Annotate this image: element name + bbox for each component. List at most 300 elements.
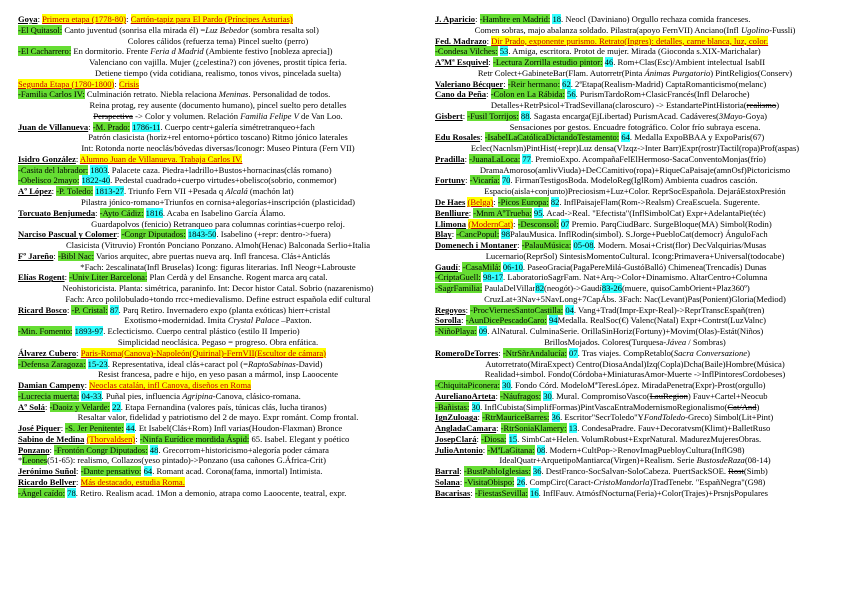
text-run: . Mural. CompromisoVasco( [551,390,650,401]
text-run: Exotismo+modernidad. Imita [124,315,228,326]
text-run: FondToledo [643,412,686,423]
text-line [18,391,418,402]
text-run: . PurismTardoRom+ClasicFrancés(Infl Delaroche) [575,89,750,100]
text-run: -Goya) [742,110,768,121]
text-run: Fortuny [435,175,466,186]
text-run: . InflFauv. AtmósfNocturna(Feria)+Color(Trajes)+PrsnjsPopulares [538,487,768,498]
text-run: : [486,35,492,46]
text-line [435,79,835,90]
text-run: -Mnm AºTrueba: [473,207,532,218]
text-run: Neohistoricista. Planta: simétrica, paraninfo. Int: Decor histor Catal. Sobrio (nazarenismo) [62,283,374,294]
text-run: Meninas [218,89,249,100]
text-run: . Palacete caza. Piedra+ladrillo+Bustos+hornacinas(clás romano) [107,164,332,175]
text-run: -Ángel caído: [18,487,66,498]
text-line [18,14,418,25]
text-line [435,283,835,294]
text-line [435,434,835,445]
text-run: 65. Isabel. Elegant y poético [249,433,350,444]
text-run: -Fussli) [769,24,796,35]
text-run: : [116,229,122,240]
text-run: / Sombras) [686,336,726,347]
text-run: Gaudí [435,261,458,272]
text-line [18,68,418,79]
text-run: : [461,315,466,326]
text-line [435,219,835,230]
text-line [18,100,418,111]
text-line [18,369,418,380]
text-run: -PalauMúsica: [521,240,572,251]
text-run: 56 [567,89,576,100]
text-run: . Pedestal cuadrado+cuerpo virtudes+obelisco(sobrio, conmemor) [110,175,337,186]
text-run: -CancPopul: [456,229,500,240]
text-run: Gisbert [435,110,463,121]
text-run: . Acad->Real. "Efectista"(InflSimbolCat) Expr+AdelantaPie(téc) [542,207,766,218]
text-run: Valenciano con vajilla. Mujer (¿celestina?) con jóvenes, prostit típica feria. [89,57,347,68]
text-run: Eclec(Nacnlsm)PintHist(+repr)Luz densa(Vlzqz->Inter Barr)Expr(rostr)Tactil(ropa)Prof(aspas) [470,143,800,154]
text-line [435,143,835,154]
text-line [435,445,835,456]
text-line [435,466,835,477]
text-run: : [513,218,518,229]
text-run: Pradilla [435,153,465,164]
text-run: Benlliure [435,207,469,218]
text-run: 53 [499,46,509,57]
text-run: : [493,197,498,208]
text-line [18,165,418,176]
text-run: -Reir hermano: [507,78,560,89]
text-run: ) PintReligios(Conserv) [710,67,793,78]
text-run: Retr Colect+GabineteBar(Flam. Autorretr(Pinta [477,67,645,78]
text-run: Alumno Juan de Villanueva. Trabaja Carlos IV. [79,153,243,164]
text-run: Segunda Etapa (1780-1800) [18,78,115,89]
right-column [435,14,835,498]
text-run: Familia Felipe V [240,110,299,121]
text-line [435,380,835,391]
text-run: Paris-Roma(Canova)-Napoleón(Quirinal)-FernVII(Escultor de cámara) [80,347,327,358]
text-run: : [135,433,140,444]
text-run: -Colon en La Rábida: [490,89,565,100]
text-run: 78 [67,487,76,498]
text-run: 22 [112,401,121,412]
text-run: 18 [552,14,562,24]
text-run: 30 [502,380,511,391]
text-line [435,272,835,283]
text-run: . Modern+CultPop->RenovImagPuebloyCultura(InflG98) [545,444,745,455]
text-run: -Min. Fomento: [18,326,73,337]
text-run: -NtrSñrAndalucía: [502,347,567,358]
text-run: AngladaCamara [435,423,497,434]
text-run: : [76,476,81,487]
text-run: Premio. ParqCiudBarc. SurgeBloque(MA) Simbol(Rodin) [569,218,772,229]
text-run: 08 [536,444,546,455]
text-run: IgnZuloaga [435,412,478,423]
text-run: : [457,261,463,272]
text-run: . InflCubista(SimplifFormas)PintVascaEntraModernismoRegionalismo( [480,401,728,412]
text-run: : [66,304,72,315]
text-run: Plan Cerdà y del Ensanche. Rogent marca arq catal. [147,272,328,283]
text-run: : [480,132,485,143]
text-run: -> Color y volumen. Relación [132,110,241,121]
text-run: Domenech i Montaner [435,240,518,251]
text-line [435,68,835,79]
text-line [18,445,418,456]
text-run: . Modern. Mosai+Crist(flor) DecValquirias/Musas [593,240,767,251]
text-run: -Bañistas: [435,401,470,412]
text-run: (ModernCat) [468,218,514,229]
text-run: –Paxton. [279,315,312,326]
text-run: -Canova, clásico-romana. [212,390,301,401]
text-run: -MªLaGitana: [487,444,535,455]
text-run: Resist francesa, padre e hijo, en yeso pasan a mármol, insp Laoocente [97,369,339,380]
text-run: 87 [109,304,119,315]
text-run: : [495,390,501,401]
text-run: Ugolino [740,24,770,35]
text-line [18,89,418,100]
text-run: . Vang+Trad(Impr-Expr-Real)->ReprTranscEspañ(tren) [573,304,765,315]
text-run: Ricardo Bellver [18,476,76,487]
text-run: : [459,466,464,477]
text-run: . Puñal pies, influencia [101,390,183,401]
text-run: RaptoSabinas [247,358,296,369]
text-run: . Fondo Córd. ModeloMªTeresLópez. MiradaPenetra(Expr)-Prost(orgullo) [510,380,766,391]
text-run: -Dante pensativo: [80,466,142,477]
text-run: 64 [143,466,153,477]
text-run: Damian Campeny [18,380,85,391]
text-run: ) Fauv+Cartel+Neocub [687,390,768,401]
text-line [435,165,835,176]
text-run: Perspectiva [93,110,133,121]
text-run: 98-17 [482,272,504,283]
text-run: 70 [501,175,511,186]
text-run: . Cuerpo centr+galería simétretranqueo+fach [160,121,315,132]
text-run: -El Cacharrero: [18,46,72,57]
text-line [435,46,835,57]
text-run: 04 [565,304,574,315]
text-run: Sensaciones por gestos. Encuadre fotográfico. Color frío subraya escena. [509,121,761,132]
text-run: Autorretrato(MiraExpect) Centro(DiosaAndal)Izq(Copla)Dcha(Baile)Hombre(Música) [485,358,785,369]
text-run: Juan de Villanueva [18,121,89,132]
text-run: 09 [478,326,488,337]
text-run: 16 [530,487,539,498]
text-run: . Isabelino (+repr: dentro->fuera) [216,229,331,240]
text-run: : [462,110,468,121]
text-run: Rost [728,466,744,477]
text-run: -Diosa: [481,433,507,444]
text-run: -FiestasSevilla: [474,487,528,498]
text-run: Jávea [666,336,687,347]
text-run: -P. Toledo: [56,186,94,197]
text-line [18,466,418,477]
text-run: . Grecorrom+historicismo+alegoría poder cámara [158,444,329,455]
text-run: CruzLat+3Nav+5NavLong+7CapÁbs. 3Fach: Nac(Levant)Pas(Ponient)Gloria(Mediod) [484,293,786,304]
text-run: 3Mayo [718,110,743,121]
text-run: 06-10 [502,261,523,272]
text-run: 36 [551,412,561,423]
text-run: Elías Rogent [18,272,65,283]
text-line [435,132,835,143]
text-line [18,240,418,251]
text-run: 83-26 [601,283,622,294]
text-line [18,57,418,68]
text-run: AurelianoArteta [435,390,496,401]
text-line [18,294,418,305]
text-run: -Desconsol: [517,218,559,229]
text-run: 88 [520,110,530,121]
text-run: LauRegion [649,390,688,401]
text-run: : [37,14,43,24]
text-run: -Náufragos: [500,390,542,401]
text-run: -Lucrecia muerta: [18,390,80,401]
text-run: 15 [508,433,518,444]
text-run: -Familia Carlos IV: [18,89,85,100]
text-run: -Daoiz y Velarde: [49,401,110,412]
text-run: : [482,444,488,455]
text-line [435,240,835,251]
text-run: 04-33 [81,390,102,401]
text-line [18,348,418,359]
text-run: 44 [125,423,135,434]
text-run: Neoclas catalán, infl Canova, diseños en Roma [89,380,251,391]
text-line [18,262,418,273]
text-run: (Ambiente festivo [nobleza aprecia]) [203,46,333,57]
text-run: Comen sobras, majo abalanza soldado. Pilastra(apoyo FernVII) Anciano(Infl [474,24,741,35]
text-run: Aº Solá [18,401,45,412]
text-line [18,402,418,413]
text-line [18,326,418,337]
text-line [18,186,418,197]
text-run: Valeriano Bécquer [435,78,504,89]
text-run: : [51,186,57,197]
text-run: 1816 [145,207,163,218]
text-run: Isidro González [18,153,76,164]
text-line [18,423,418,434]
text-line [435,294,835,305]
text-line [435,423,835,434]
text-run: -Bibl Nac: [57,250,94,261]
text-run: : [459,476,465,487]
text-run: -M. Prado: [92,121,130,132]
text-run: -Vicaría: [469,175,500,186]
text-line [435,208,835,219]
text-run: Llimona [435,218,467,229]
text-line [18,122,418,133]
text-run: : [468,207,474,218]
text-run: 05-08 [573,240,594,251]
text-run: (51-65): realismo, Collazos(yeso pintado)->Ponzano (usa cañones G.África-Crit) [47,455,326,466]
text-run: : [470,487,475,498]
text-line [435,315,835,326]
text-run: : [95,207,100,218]
text-run: RomeroDeTorres [435,347,499,358]
text-run: Bacarisas [435,487,471,498]
text-run: J. Aparicio [435,14,476,24]
text-run: Primera etapa (1778-80) [42,14,127,24]
text-run: Pilastra jónico-romano+Triunfos en cornisa+alegorías+inscripción (plasticidad) [81,197,355,208]
text-run: *Fach: 2escalinata(Infl Bruselas) Icong: figuras literarias. Infl Neogr+Labrouste [80,261,356,272]
text-line [435,262,835,273]
text-run: : [114,78,119,89]
text-run: Canto juventud (sonrisa ella mirada él) = [62,24,206,35]
text-run: Crystal Palace [227,315,280,326]
text-run: 07 [569,347,578,358]
text-run: -David) [295,358,323,369]
text-run: Agripina [182,390,213,401]
text-line [18,455,418,466]
text-run: Reina protag, rey ausente (documento humano), pincel suelto pero detalles [89,100,347,111]
text-run: : [503,78,508,89]
text-run: : [498,347,503,358]
text-run: . Et Isabel(Clás+Rom) Infl varias(Houdon-Flaxman) Bronce [134,423,343,434]
text-run: -Casita del labrador: [18,164,89,175]
text-run: Feria d Madrid [150,46,204,57]
text-run: DramaAmoroso(amlivViuda)+DeCCamitivo(ropa)+RiqueCaPaisaje(amnOsf)Pictoricismo [479,164,791,175]
text-run: (machón lat) [247,186,294,197]
text-run: : [496,423,501,434]
text-run: -Picos Europa: [497,197,549,208]
text-run: BustosdeRaza [696,455,745,466]
text-run: Edu Rosales [435,132,481,143]
text-line [435,348,835,359]
text-line [435,175,835,186]
text-run: Fed. Madrazo [435,35,487,46]
text-line [18,219,418,230]
text-run: 94 [548,315,558,326]
text-run: -Frontón Congr Diputados: [54,444,148,455]
text-run: Cano da Peña [435,89,487,100]
text-line [435,154,835,165]
text-line [435,337,835,348]
text-run: Más destacado, estudia Roma. [80,476,185,487]
text-run: . Retiro. Realism acad. 1Mon a demonio, atrapa como Laoocente, teatral, expr. [75,487,347,498]
text-run: Solana [435,476,460,487]
text-run: : [44,401,50,412]
text-run: 77 [522,153,531,164]
text-run: . 2ªEtapa(Realism-Madrid) CaptaRomanticismo(melanc) [570,78,767,89]
text-run: Alcalá [225,186,248,197]
text-run: : [88,121,93,132]
text-line [435,359,835,370]
text-line [18,79,418,90]
text-run: Colores cálidos (refuerza tema) Pincel suelto (perro) [127,35,309,46]
text-run: . Romant acad. Corona(fama, inmortal) Intimista. [152,466,323,477]
text-line [435,488,835,499]
text-run: Jerónimo Suñol [18,466,77,477]
text-run: Fach: Arco polilobulado+tondo rrcc+medievalismo. Define estruct española edif cultural [65,293,371,304]
text-run: realismo [746,100,777,111]
text-run: -Greco) Simbol(Lit+Pint) [685,412,774,423]
text-run: . Triunfo Fern VII +Pesada q [123,186,226,197]
text-run: 1822-40 [81,175,111,186]
text-line [435,369,835,380]
text-run: . Amiga, escritora. Protot de mujer. Mirada (Gioconda s.XIX-Marichalar) [508,46,761,57]
text-run: -IsabelLaCatólicaDictandoTestamento: [484,132,620,143]
text-run: Dir Prado, exponente purismo. Retrato(Ingres): detalles, carne blanca, luz, color. [491,35,769,46]
text-run: . Sagasta encarga(EjLibertad) PurismAcad. Cadáveres( [529,110,719,121]
text-run: . InflPaisajeFlam(Rom->Realsm) CreaEscuela. Sugerente. [559,197,760,208]
text-run: (Thorvaldsen) [86,433,136,444]
text-run: 1813-27 [95,186,124,197]
text-line [18,251,418,262]
text-run: Varios arquitec, abre puertas nueva arq. Infl francesa. Clás+Anticlás [93,250,331,261]
text-run: : [84,380,90,391]
text-run: AºMª Esquivel [435,57,489,68]
text-line [435,412,835,423]
text-run: : [488,57,493,68]
text-line [18,305,418,316]
text-line [18,36,418,47]
text-run: ) [756,401,760,412]
text-run: 1893-97 [74,326,104,337]
text-run: 82 [535,283,545,294]
text-run: Fº Jareño [18,250,54,261]
text-run: de Van Loo. [298,110,343,121]
text-line [435,57,835,68]
text-run: -Congr Diputados: [121,229,186,240]
text-run: . FirmanTestigosBoda. ModeloReg(IglRom) Ambienta cuadros casción. [510,175,758,186]
text-run: 26 [516,476,526,487]
text-run: Ricard Bosco [18,304,67,315]
text-line [18,143,418,154]
text-run: Espacio(aisla+conjunto)Preciosism+Luz+Color. ReprSocEspañola. DejaráEstoxPresión [484,186,786,197]
text-line [18,315,418,326]
text-run: . CompCirc(Caract- [525,476,594,487]
text-run: (sombra resalta sol) [248,24,319,35]
text-run: Sabino de Medina [18,433,85,444]
text-run: (muere, quisoCambOrient+Plaz360º) [621,283,750,294]
text-run: : [486,89,491,100]
text-run: Barral [435,466,460,477]
text-line [435,251,835,262]
text-run: : [64,272,70,283]
text-run: . LaboratorioSagrFam. Nat+Arq->Color+Dinamismo. AltarCentro+Columna [503,272,768,283]
text-line [18,272,418,283]
text-run: -Fusil Torrijos: [467,110,519,121]
text-run: . Tras viajes. CompRetablo( [577,347,674,358]
text-run: -Obelisco 2mayo: [18,175,80,186]
text-run: : [53,250,58,261]
text-run: -ProcViernesSantoCastilla: [470,304,564,315]
text-run: Detiene tiempo (vida cotidiana, realismo, tonos vivos, pincelada suelta) [94,67,342,78]
text-run: JulioAntonio [435,444,483,455]
text-run: Patrón clasicista (horiz+rel entorno+pórtico toscano) Ritmo jónico laterales [88,132,348,143]
text-run: . Medalla ExpoBBAA y ExpoParis(67) [629,132,765,143]
text-run: 46 [604,57,614,68]
text-line [18,380,418,391]
text-run: . Neocl (Daviniano) Orgullo rechaza comida franceses. [561,14,751,24]
text-line [18,46,418,57]
text-run: -AunDicePescadoCaro: [465,315,547,326]
text-run: 30 [543,390,552,401]
text-run: . Parq Retiro. Invernadero expo (planta exóticas) hierr+cristal [118,304,331,315]
text-run: Álvarez Cubero [18,347,77,358]
text-run: -El Quitasol: [18,24,63,35]
text-run: 95 [533,207,543,218]
text-run: Realidad+simbol. Fondo(Córdoba+MiniaturasAmor-Muerte ->InflPintoresCordobeses) [484,369,786,380]
text-run: -Condesa Vilches: [435,46,498,57]
text-run: Ánimas Purgatorio [644,67,711,78]
text-run: Goya [18,14,38,24]
text-run: PaulaDelVillar [482,283,536,294]
text-run: . Rom+Clas(Esc)/Ambient intelectual IsabII [613,57,766,68]
text-run: . Acaba en Isabelino García Álamo. [162,207,286,218]
text-line [435,14,835,25]
text-run: CristoMandorla [593,476,650,487]
text-line [435,402,835,413]
text-run: -RtrSoniaKlamery: [500,423,567,434]
text-run: * [18,455,23,466]
text-run: : [75,153,80,164]
text-run: Sorolla [435,315,462,326]
